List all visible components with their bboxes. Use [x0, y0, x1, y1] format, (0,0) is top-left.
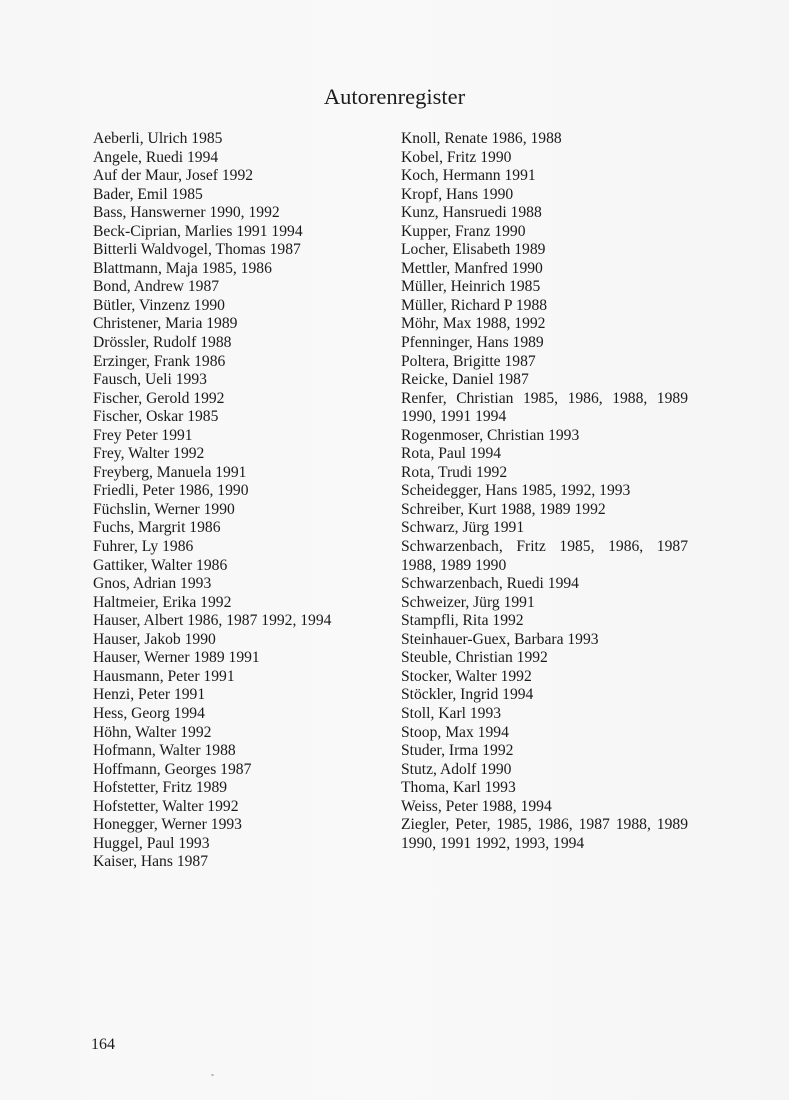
page-title: Autorenregister	[323, 84, 466, 109]
author-entry: Fuchs, Margrit 1986	[93, 519, 221, 537]
author-entry: Kaiser, Hans 1987	[93, 853, 209, 871]
author-entry: Gattiker, Walter 1986	[93, 556, 228, 574]
author-entry: Fuhrer, Ly 1986	[93, 538, 194, 556]
author-entry: Henzi, Peter 1991	[93, 686, 206, 704]
author-entry: Müller, Richard P 1988	[401, 296, 548, 314]
author-entry: Stoll, Karl 1993	[401, 704, 502, 722]
author-entry: Steinhauer-Guex, Barbara 1993	[401, 630, 599, 648]
author-entry: Schwarzenbach, Ruedi 1994	[401, 575, 579, 593]
author-entry: Frey, Walter 1992	[93, 445, 205, 463]
author-entry: Christener, Maria 1989	[93, 315, 238, 333]
author-entry: Hauser, Albert 1986, 1987 1992, 1994	[93, 612, 332, 630]
author-entry: Scheidegger, Hans 1985, 1992, 1993	[401, 482, 631, 500]
author-list-right-column	[401, 130, 688, 853]
author-entry: Stoop, Max 1994	[401, 723, 509, 741]
author-entry: Stutz, Adolf 1990	[401, 760, 512, 778]
author-entry: Auf der Maur, Josef 1992	[93, 167, 254, 185]
author-entry: Bond, Andrew 1987	[93, 278, 220, 296]
author-entry: Honegger, Werner 1993	[93, 816, 242, 834]
author-entry: Bitterli Waldvogel, Thomas 1987	[93, 241, 301, 259]
author-entry: Hofstetter, Fritz 1989	[93, 779, 228, 797]
author-entry: Fischer, Gerold 1992	[93, 389, 225, 407]
author-entry: Schwarzenbach, Fritz 1985, 1986, 1987 1988, 1989 1990	[401, 538, 688, 574]
author-entry: Bader, Emil 1985	[93, 185, 203, 203]
page-number: 164	[91, 1036, 115, 1053]
author-entry: Friedli, Peter 1986, 1990	[93, 482, 249, 500]
author-entry: Studer, Irma 1992	[401, 742, 514, 760]
author-entry: Fausch, Ueli 1993	[93, 371, 207, 389]
author-entry: Schweizer, Jürg 1991	[401, 593, 535, 611]
author-entry: Angele, Ruedi 1994	[93, 148, 219, 166]
author-entry: Thoma, Karl 1993	[401, 779, 516, 797]
author-entry: Bass, Hanswerner 1990, 1992	[93, 204, 280, 222]
author-entry: Frey Peter 1991	[93, 426, 193, 444]
author-entry: Höhn, Walter 1992	[93, 723, 212, 741]
author-entry: Haltmeier, Erika 1992	[93, 593, 232, 611]
author-entry: Hofmann, Walter 1988	[93, 742, 236, 760]
author-entry: Müller, Heinrich 1985	[401, 278, 541, 296]
author-entry: Rogenmoser, Christian 1993	[401, 426, 580, 444]
author-entry: Kupper, Franz 1990	[401, 222, 526, 240]
author-entry: Hofstetter, Walter 1992	[93, 797, 239, 815]
author-entry: Rota, Paul 1994	[401, 445, 502, 463]
author-entry: Hauser, Werner 1989 1991	[93, 649, 260, 667]
author-entry: Locher, Elisabeth 1989	[401, 241, 546, 259]
author-entry: Hausmann, Peter 1991	[93, 667, 235, 685]
author-list-left-column	[93, 130, 393, 872]
author-entry: Stampfli, Rita 1992	[401, 612, 524, 630]
author-entry: Stocker, Walter 1992	[401, 667, 532, 685]
author-entry: Renfer, Christian 1985, 1986, 1988, 1989 1990, 1991 1994	[401, 389, 688, 426]
author-entry: Poltera, Brigitte 1987	[401, 352, 536, 370]
author-entry: Aeberli, Ulrich 1985	[93, 130, 223, 147]
author-entry: Bütler, Vinzenz 1990	[93, 296, 225, 314]
author-entry: Blattmann, Maja 1985, 1986	[93, 259, 272, 277]
author-entry: Hauser, Jakob 1990	[93, 630, 216, 648]
author-entry: Beck-Ciprian, Marlies 1991 1994	[93, 222, 303, 240]
author-entry: Reicke, Daniel 1987	[401, 371, 529, 389]
author-entry: Schwarz, Jürg 1991	[401, 519, 525, 537]
author-entry: Möhr, Max 1988, 1992	[401, 315, 546, 333]
author-entry: Koch, Hermann 1991	[401, 167, 536, 185]
author-entry: Drössler, Rudolf 1988	[93, 334, 232, 352]
author-entry: Hess, Georg 1994	[93, 704, 205, 722]
paper-speck	[211, 1074, 214, 1076]
author-entry: Füchslin, Werner 1990	[93, 500, 235, 518]
author-entry: Schreiber, Kurt 1988, 1989 1992	[401, 500, 606, 518]
author-entry: Gnos, Adrian 1993	[93, 575, 212, 593]
author-entry: Mettler, Manfred 1990	[401, 259, 543, 277]
author-entry: Kobel, Fritz 1990	[401, 148, 512, 166]
author-entry: Steuble, Christian 1992	[401, 649, 548, 667]
author-entry: Kropf, Hans 1990	[401, 185, 514, 203]
author-entry: Weiss, Peter 1988, 1994	[401, 797, 552, 815]
author-entry: Freyberg, Manuela 1991	[93, 463, 247, 481]
author-entry: Kunz, Hansruedi 1988	[401, 204, 542, 222]
author-entry: Knoll, Renate 1986, 1988	[401, 130, 562, 147]
author-entry: Erzinger, Frank 1986	[93, 352, 226, 370]
author-entry: Pfenninger, Hans 1989	[401, 334, 544, 352]
author-entry: Hoffmann, Georges 1987	[93, 760, 252, 778]
author-entry: Ziegler, Peter, 1985, 1986, 1987 1988, 1989 1990, 1991 1992, 1993, 1994	[401, 816, 688, 852]
author-entry: Fischer, Oskar 1985	[93, 408, 219, 426]
author-entry: Huggel, Paul 1993	[93, 834, 210, 852]
author-entry: Rota, Trudi 1992	[401, 463, 508, 481]
author-entry: Stöckler, Ingrid 1994	[401, 686, 534, 704]
